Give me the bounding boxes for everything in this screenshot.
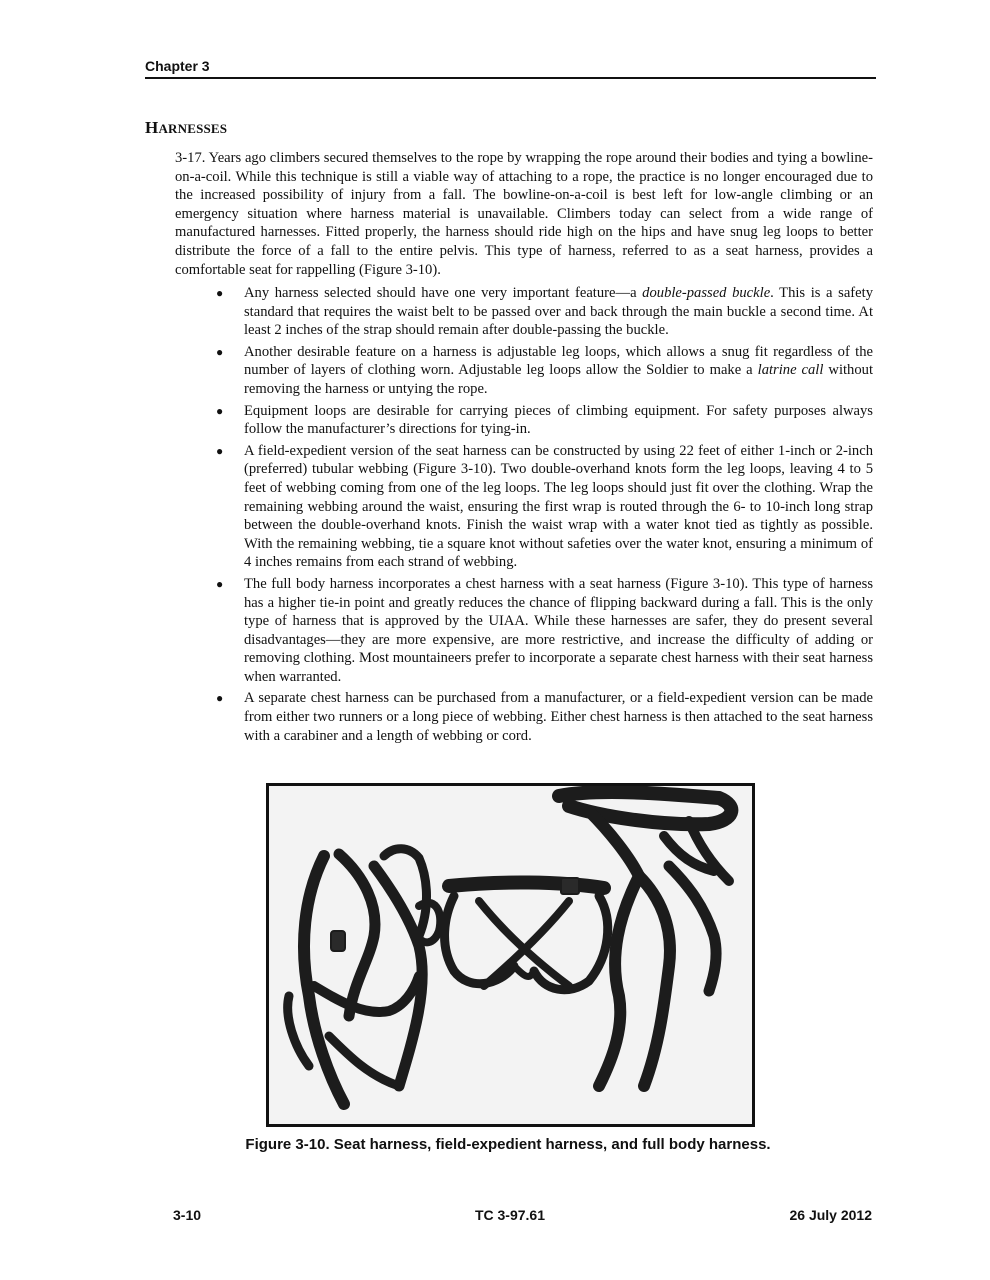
bullet-6-text: A separate chest harness can be purchased from a manufacturer, or a field-expedient version can be made from either two runners or a long piece of webbing. Either chest harness is then attached to the seat harness with a carabiner and a length of webbing or cord. bbox=[244, 690, 873, 744]
publication-date: 26 July 2012 bbox=[789, 1207, 872, 1223]
figure-caption bbox=[0, 1136, 990, 1153]
section-title bbox=[145, 118, 227, 138]
bullet-1-italic: double-passed buckle bbox=[642, 285, 771, 301]
bullet-5-text: The full body harness incorporates a chest harness with a seat harness (Figure 3-10). This type of harness has a higher tie-in point and greatly reduces the chance of flipping backward during a fall. This is the only type of harness that is approved by the UIAA. While these harnesses are safer, they do present several disadvantages—they are more expensive, are more restrictive, and increase the difficulty of adding or removing clothing. Most mountaineers prefer to incorporate a separate chest harness with their seat harness when warranted. bbox=[244, 575, 873, 685]
document-id: TC 3-97.61 bbox=[474, 1207, 546, 1223]
chapter-label: Chapter 3 bbox=[145, 58, 210, 74]
list-item bbox=[175, 343, 873, 399]
bullet-dot: ● bbox=[216, 403, 224, 418]
section-title-rest: ARNESSES bbox=[158, 121, 228, 136]
list-item bbox=[175, 575, 873, 687]
bullet-1-text-b: . This is a safety standard that requires the waist belt to be passed over and back through the main buckle a second time. At least 2 inches of the strap should remain after double-passing the buckle. bbox=[244, 285, 873, 339]
paragraph-3-17: 3-17. Years ago climbers secured themselves to the rope by wrapping the rope around their bodies and tying a bowline-on-a-coil. While this technique is still a viable way of attaching to a rope, the practice is no longer encouraged due to the increased possibility of injury from a fall. The bowline-on-a-coil is best left for low-angle climbing or an emergency situation where harness material is unavailable. Climbers today can select from a wide range of manufactured harnesses. Fitted properly, the harness should ride high on the hips and have snug leg loops to better distribute the force of a fall to the entire pelvis. This type of harness, referred to as a seat harness, provides a comfortable seat for rappelling (Figure 3-10). bbox=[175, 150, 873, 278]
bullet-dot: ● bbox=[216, 344, 224, 359]
list-item bbox=[175, 284, 873, 340]
bullet-dot: ● bbox=[216, 443, 224, 458]
bullet-2-text-b: without removing the harness or untying the rope. bbox=[244, 362, 873, 397]
bullet-dot: ● bbox=[216, 691, 224, 706]
bullet-3-text: Equipment loops are desirable for carrying pieces of climbing equipment. For safety purposes always follow the manufacturer’s directions for tying-in. bbox=[244, 402, 873, 438]
bullet-2-italic: latrine call bbox=[757, 362, 824, 379]
section-title-initial: H bbox=[145, 118, 159, 137]
figure-3-10-photo bbox=[266, 783, 755, 1127]
bullet-dot: ● bbox=[216, 286, 224, 300]
header-rule bbox=[145, 77, 876, 79]
figure-caption-text: Figure 3-10. Seat harness, field-expedient harness, and full body harness. bbox=[245, 1136, 771, 1153]
bullet-2-text-a: Another desirable feature on a harness is adjustable leg loops, which allows a snug fit regardless of the number of layers of clothing worn. Adjustable leg loops allow the Soldier to make a bbox=[244, 343, 873, 379]
bullet-list bbox=[175, 284, 873, 748]
list-item bbox=[175, 442, 873, 572]
bullet-1-text-a: Any harness selected should have one very important feature—a bbox=[244, 285, 643, 301]
bullet-dot: ● bbox=[216, 576, 224, 591]
harness-illustration bbox=[269, 786, 752, 1124]
bullet-4-text: A field-expedient version of the seat harness can be constructed by using 22 feet of either 1-inch or 2-inch (preferred) tubular webbing (Figure 3-10). Two double-overhand knots form the leg loops, leaving 4 to 5 feet of webbing coming from one of the leg loops. The leg loops should just fit over the clothing. Wrap the remaining webbing around the waist, ensuring the first wrap is routed through the 6- to 10-inch long strap between the double-overhand knots. Finish the waist wrap with a water knot tied as tightly as possible. With the remaining webbing, tie a square knot without safeties over the water knot, ensuring a minimum of 4 inches remains from each strand of webbing. bbox=[244, 442, 873, 571]
list-item bbox=[175, 402, 873, 439]
list-item bbox=[175, 689, 873, 745]
page-number: 3-10 bbox=[173, 1207, 202, 1223]
